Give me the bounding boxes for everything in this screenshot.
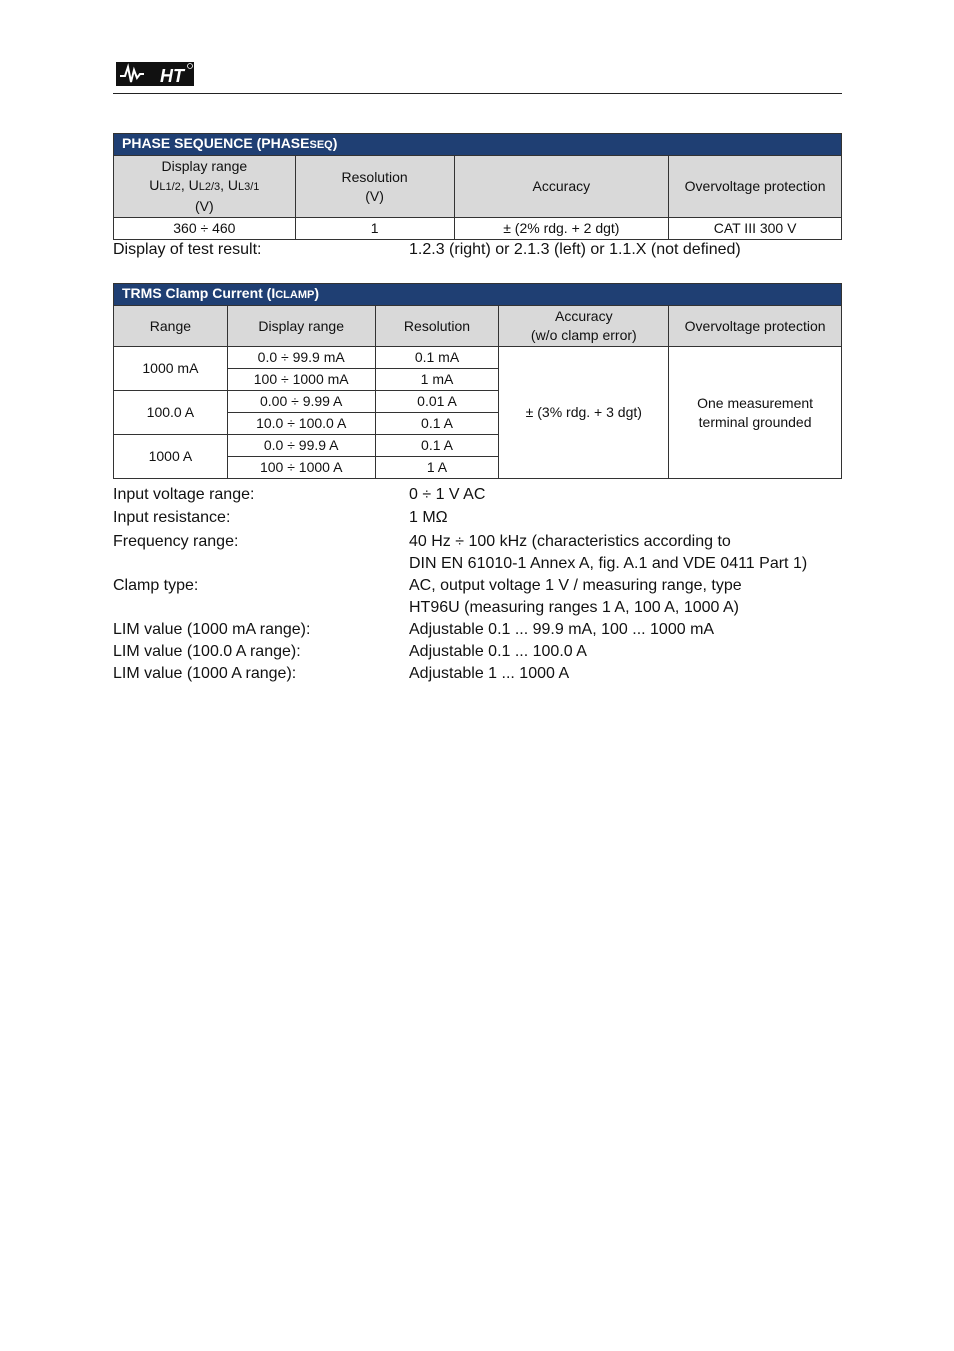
cell-range: 1000 mA <box>114 347 228 391</box>
header-accuracy: Accuracy <box>454 156 669 218</box>
cell-accuracy: ± (2% rdg. + 2 dgt) <box>454 218 669 240</box>
cell-resolution: 0.1 A <box>375 413 499 435</box>
cell-overvoltage: CAT III 300 V <box>669 218 842 240</box>
header-display-range: Display range <box>227 306 375 347</box>
clamp-current-title: TRMS Clamp Current (ICLAMP) <box>114 284 842 306</box>
cell-resolution: 0.1 mA <box>375 347 499 369</box>
header-resolution: Resolution (V) <box>295 156 454 218</box>
cell-display-range: 0.00 ÷ 9.99 A <box>227 391 375 413</box>
header-accuracy: Accuracy (w/o clamp error) <box>499 306 669 347</box>
phase-sequence-table <box>113 133 842 240</box>
cell-display-range: 100 ÷ 1000 A <box>227 457 375 479</box>
cell-display-range: 0.0 ÷ 99.9 mA <box>227 347 375 369</box>
header-overvoltage: Overvoltage protection <box>669 156 842 218</box>
cell-resolution: 0.01 A <box>375 391 499 413</box>
cell-accuracy: ± (3% rdg. + 3 dgt) <box>499 347 669 479</box>
cell-display-range: 100 ÷ 1000 mA <box>227 369 375 391</box>
logo-text: HT <box>160 66 184 86</box>
ht-logo <box>116 60 196 88</box>
table-row <box>114 218 842 240</box>
cell-display-range: 10.0 ÷ 100.0 A <box>227 413 375 435</box>
header-rule <box>113 93 842 94</box>
cell-resolution: 1 mA <box>375 369 499 391</box>
test-result-label: Display of test result: <box>113 241 262 258</box>
clamp-current-table <box>113 283 842 479</box>
phase-sequence-title: PHASE SEQUENCE (PHASESEQ) <box>114 134 842 156</box>
cell-resolution: 0.1 A <box>375 435 499 457</box>
header-overvoltage: Overvoltage protection <box>669 306 842 347</box>
cell-display-range: 0.0 ÷ 99.9 A <box>227 435 375 457</box>
cell-resolution: 1 <box>295 218 454 240</box>
cell-range: 1000 A <box>114 435 228 479</box>
cell-resolution: 1 A <box>375 457 499 479</box>
header-display-range: Display range UL1/2, UL2/3, UL3/1 (V) <box>114 156 296 218</box>
table-row <box>114 347 842 369</box>
cell-overvoltage: One measurement terminal grounded <box>669 347 842 479</box>
cell-display-range: 360 ÷ 460 <box>114 218 296 240</box>
header-range: Range <box>114 306 228 347</box>
header-resolution: Resolution <box>375 306 499 347</box>
test-result-value: 1.2.3 (right) or 2.1.3 (left) or 1.1.X (not defined) <box>409 241 741 258</box>
cell-range: 100.0 A <box>114 391 228 435</box>
